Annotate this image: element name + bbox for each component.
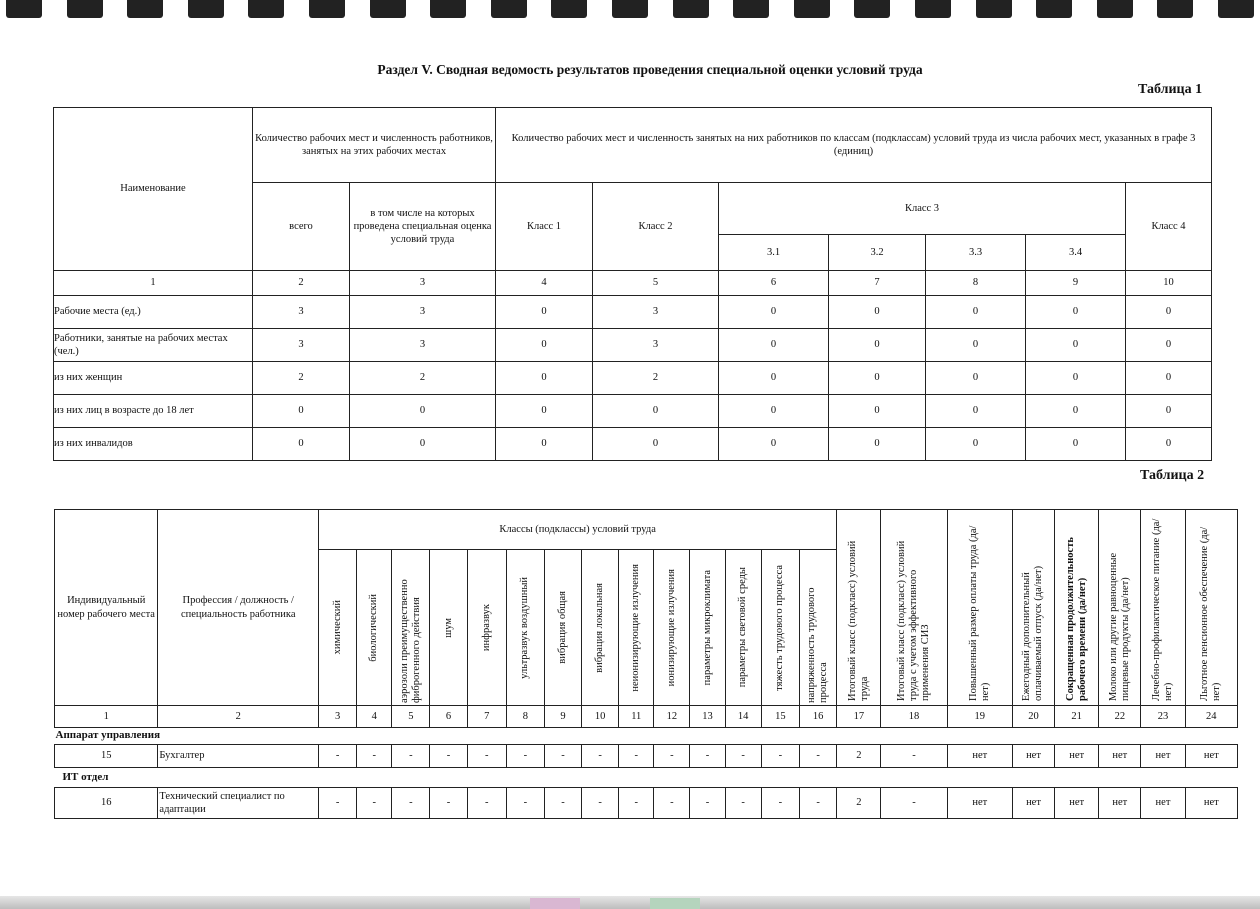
header-final-class: Итоговый класс (подкласс) условий труда [837, 510, 881, 706]
col-number: 4 [357, 706, 392, 728]
cell: 0 [1126, 296, 1212, 329]
cell: - [654, 745, 690, 768]
cell: - [725, 788, 761, 819]
cell: 2 [837, 788, 881, 819]
header-pay: Повышенный размер оплаты труда (да/нет) [947, 510, 1012, 706]
header-food: Лечебно-профилактическое питание (да/нет) [1141, 510, 1185, 706]
cell: 0 [496, 329, 593, 362]
header-class4: Класс 4 [1126, 183, 1212, 271]
col-number: 7 [829, 271, 926, 296]
header-leave: Ежегодный дополнительный оплачиваемый отпуск (да/нет) [1012, 510, 1054, 706]
col-number: 14 [725, 706, 761, 728]
cell: 0 [829, 395, 926, 428]
header-short-time: Сокращенная продолжительность рабочего времени (да/нет) [1055, 510, 1099, 706]
table-row [54, 395, 1212, 428]
cell: 0 [496, 395, 593, 428]
row-label: из них женщин [54, 362, 253, 395]
cell: 0 [829, 362, 926, 395]
col-number: 6 [719, 271, 829, 296]
cell: 3 [593, 329, 719, 362]
table-row [54, 428, 1212, 461]
cell: 3 [593, 296, 719, 329]
cell: 0 [593, 395, 719, 428]
factor-header: биологический [357, 550, 392, 706]
row-label: из них инвалидов [54, 428, 253, 461]
cell: 0 [829, 428, 926, 461]
col-number: 23 [1141, 706, 1185, 728]
header-sub: 3.1 [719, 235, 829, 271]
header-sub: 3.4 [1026, 235, 1126, 271]
cell: 0 [496, 296, 593, 329]
factor-header: параметры световой среды [725, 550, 761, 706]
cell: - [725, 745, 761, 768]
cell: - [430, 745, 467, 768]
section-name: Аппарат управления [55, 728, 1238, 745]
col-number: 5 [593, 271, 719, 296]
cell: - [761, 745, 799, 768]
cell: нет [1141, 745, 1185, 768]
cell: нет [1185, 745, 1237, 768]
cell: - [582, 788, 619, 819]
table-row [54, 329, 1212, 362]
cell: нет [947, 745, 1012, 768]
cell: нет [1055, 745, 1099, 768]
header-assessed: в том числе на которых проведена специальная оценка условий труда [350, 183, 496, 271]
factor-header: неионизирующие излучения [619, 550, 654, 706]
cell: нет [1185, 788, 1237, 819]
table-row [55, 788, 1238, 819]
col-number: 1 [54, 271, 253, 296]
cell: - [357, 745, 392, 768]
header-name: Наименование [54, 108, 253, 271]
cell: - [799, 745, 836, 768]
column-numbers-row [55, 706, 1238, 728]
cell: 0 [1026, 428, 1126, 461]
cell: - [392, 788, 430, 819]
cell: - [761, 788, 799, 819]
profession: Технический специалист по адаптации [158, 788, 319, 819]
col-number: 18 [881, 706, 947, 728]
cell: 0 [350, 395, 496, 428]
col-number: 1 [55, 706, 158, 728]
header-classes: Количество рабочих мест и численность занятых на них работников по классам (подклассам) условий труда из числа рабочих мест, указанных в графе 3 (единиц) [496, 108, 1212, 183]
workplace-id: 16 [55, 788, 158, 819]
cell: 2 [837, 745, 881, 768]
cell: 0 [719, 395, 829, 428]
col-number: 10 [1126, 271, 1212, 296]
header-workplace-id: Индивидуальный номер рабочего места [55, 510, 158, 706]
cell: - [799, 788, 836, 819]
cell: нет [1055, 788, 1099, 819]
col-number: 22 [1099, 706, 1141, 728]
header-count: Количество рабочих мест и численность работников, занятых на этих рабочих местах [253, 108, 496, 183]
cell: нет [947, 788, 1012, 819]
cell: 3 [253, 296, 350, 329]
header-pension: Льготное пенсионное обеспечение (да/нет) [1185, 510, 1237, 706]
col-number: 16 [799, 706, 836, 728]
col-number: 13 [690, 706, 725, 728]
cell: 3 [350, 296, 496, 329]
factor-header: тяжесть трудового процесса [761, 550, 799, 706]
cell: 2 [253, 362, 350, 395]
cell: нет [1141, 788, 1185, 819]
col-number: 8 [926, 271, 1026, 296]
factor-header: ионизирующие излучения [654, 550, 690, 706]
cell: - [881, 745, 947, 768]
cell: 2 [593, 362, 719, 395]
cell: - [357, 788, 392, 819]
cell: - [619, 745, 654, 768]
workplaces-table [54, 509, 1238, 819]
cell: - [544, 745, 581, 768]
scan-edge [0, 896, 1260, 909]
cell: 0 [829, 296, 926, 329]
cell: - [506, 788, 544, 819]
factor-header: ультразвук воздушный [506, 550, 544, 706]
col-number: 3 [319, 706, 357, 728]
cell: 0 [829, 329, 926, 362]
row-label: Рабочие места (ед.) [54, 296, 253, 329]
factor-header: инфразвук [467, 550, 506, 706]
cell: нет [1012, 788, 1054, 819]
col-number: 9 [544, 706, 581, 728]
header-sub: 3.2 [829, 235, 926, 271]
header-final-class-siz: Итоговый класс (подкласс) условий труда с учетом эффективного применения СИЗ [881, 510, 947, 706]
header-class3: Класс 3 [719, 183, 1126, 235]
table1-caption: Таблица 1 [1138, 82, 1203, 97]
cell: 0 [350, 428, 496, 461]
cell: - [544, 788, 581, 819]
col-number: 12 [654, 706, 690, 728]
column-numbers-row [54, 271, 1212, 296]
cell: - [654, 788, 690, 819]
cell: - [467, 745, 506, 768]
col-number: 11 [619, 706, 654, 728]
table2-caption: Таблица 2 [1140, 468, 1205, 483]
cell: 0 [496, 362, 593, 395]
cell: 0 [1026, 362, 1126, 395]
cell: 0 [253, 395, 350, 428]
cell: 0 [1026, 329, 1126, 362]
summary-table [53, 107, 1212, 461]
section-row [55, 768, 1238, 788]
col-number: 20 [1012, 706, 1054, 728]
factor-header: напряженность трудового процесса [799, 550, 836, 706]
factor-header: химический [319, 550, 357, 706]
cell: 0 [1126, 428, 1212, 461]
binding-holes [0, 0, 1260, 22]
section-name: ИТ отдел [55, 768, 1238, 788]
col-number: 3 [350, 271, 496, 296]
cell: 0 [926, 329, 1026, 362]
cell: 0 [719, 428, 829, 461]
cell: 0 [926, 296, 1026, 329]
cell: - [467, 788, 506, 819]
col-number: 2 [158, 706, 319, 728]
cell: 0 [496, 428, 593, 461]
col-number: 4 [496, 271, 593, 296]
col-number: 7 [467, 706, 506, 728]
cell: 0 [1126, 329, 1212, 362]
cell: нет [1012, 745, 1054, 768]
cell: 0 [1126, 362, 1212, 395]
cell: 2 [350, 362, 496, 395]
cell: 0 [1026, 296, 1126, 329]
row-label: Работники, занятые на рабочих местах (чел.) [54, 329, 253, 362]
cell: 3 [253, 329, 350, 362]
col-number: 8 [506, 706, 544, 728]
cell: 0 [926, 428, 1026, 461]
workplace-id: 15 [55, 745, 158, 768]
cell: 3 [350, 329, 496, 362]
col-number: 17 [837, 706, 881, 728]
page-title: Раздел V. Сводная ведомость результатов проведения специальной оценки условий труда [377, 62, 923, 77]
col-number: 15 [761, 706, 799, 728]
cell: - [881, 788, 947, 819]
col-number: 10 [582, 706, 619, 728]
cell: 0 [926, 362, 1026, 395]
cell: 0 [719, 296, 829, 329]
cell: 0 [719, 329, 829, 362]
header-condition-classes: Классы (подклассы) условий труда [319, 510, 837, 550]
col-number: 19 [947, 706, 1012, 728]
profession: Бухгалтер [158, 745, 319, 768]
col-number: 24 [1185, 706, 1237, 728]
header-class1: Класс 1 [496, 183, 593, 271]
cell: 0 [719, 362, 829, 395]
table-row [54, 296, 1212, 329]
cell: 0 [253, 428, 350, 461]
cell: 0 [1126, 395, 1212, 428]
cell: - [506, 745, 544, 768]
factor-header: параметры микроклимата [690, 550, 725, 706]
table-row [54, 362, 1212, 395]
cell: - [392, 745, 430, 768]
cell: нет [1099, 745, 1141, 768]
cell: - [319, 788, 357, 819]
cell: 0 [593, 428, 719, 461]
factor-header: вибрация общая [544, 550, 581, 706]
factor-header: вибрация локальная [582, 550, 619, 706]
section-row [55, 728, 1238, 745]
cell: 0 [926, 395, 1026, 428]
cell: - [430, 788, 467, 819]
col-number: 5 [392, 706, 430, 728]
cell: нет [1099, 788, 1141, 819]
factor-header: шум [430, 550, 467, 706]
header-milk: Молоко или другие равноценные пищевые продукты (да/нет) [1099, 510, 1141, 706]
col-number: 6 [430, 706, 467, 728]
table-row [55, 745, 1238, 768]
col-number: 21 [1055, 706, 1099, 728]
header-class2: Класс 2 [593, 183, 719, 271]
cell: - [582, 745, 619, 768]
factor-header: аэрозоли преимущественно фиброгенного действия [392, 550, 430, 706]
cell: - [690, 745, 725, 768]
cell: - [319, 745, 357, 768]
row-label: из них лиц в возрасте до 18 лет [54, 395, 253, 428]
col-number: 2 [253, 271, 350, 296]
cell: - [690, 788, 725, 819]
cell: - [619, 788, 654, 819]
cell: 0 [1026, 395, 1126, 428]
header-sub: 3.3 [926, 235, 1026, 271]
header-profession: Профессия / должность / специальность работника [158, 510, 319, 706]
header-total: всего [253, 183, 350, 271]
col-number: 9 [1026, 271, 1126, 296]
